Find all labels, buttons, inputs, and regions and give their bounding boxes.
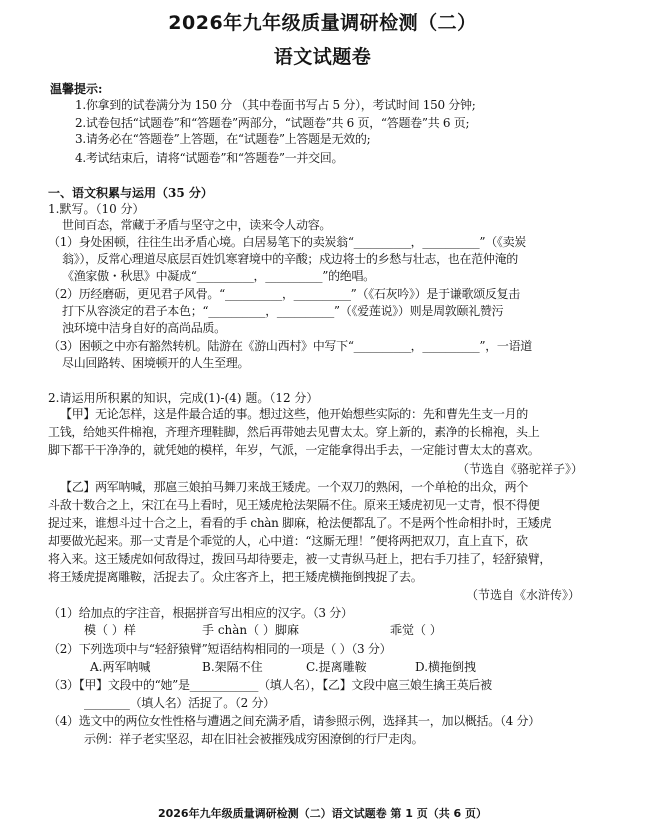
- q1-line: 浊环境中洁身自好的高尚品质。: [62, 321, 226, 335]
- exam-subtitle: 语文试题卷: [273, 46, 372, 68]
- q2-title: 2.请运用所积累的知识，完成(1)-(4) 题。（12 分）: [48, 391, 319, 405]
- passage-line: 将王矮虎提离雕鞍，活捉去了。众庄客齐上，把王矮虎横拖倒拽捉了去。: [48, 570, 423, 584]
- notice-item-3: 3.请务必在“答题卷”上答题，在“试题卷”上答题是无效的;: [75, 132, 371, 146]
- sub2-prompt: （2）下列选项中与“轻舒猿臂”短语结构相同的一项是（ ）（3 分）: [48, 642, 392, 656]
- notice-item-2: 2.试卷包括“试题卷”和“答题卷”两部分，“试题卷”共 6 页，“答题卷”共 6 页;: [75, 116, 470, 130]
- sub1-prompt: （1）给加点的字注音，根据拼音写出相应的汉字。（3 分）: [48, 606, 353, 620]
- q1-line: （1）身处困顿，往往生出矛盾心境。白居易笔下的卖炭翁“__________，__________”（《卖炭: [48, 235, 527, 249]
- passage-line: 将入来。这王矮虎如何敌得过，拨回马却待要走，被一丈青纵马赶上，把右手刀挂了，轻舒猿臂，: [48, 552, 552, 566]
- source-jia: （节选自《骆驼祥子》）: [457, 462, 584, 476]
- passage-line: 脚下都干干净净的，就凭她的模样，年岁，气派，一定能拿得出手去，一定能讨曹太太的喜欢。: [48, 443, 540, 457]
- q1-line: 尽山回路转、困境顿开的人生至理。: [62, 356, 250, 370]
- passage-line: 工钱，给她买件棉袍，齐理齐理鞋脚，然后再带她去见曹太太。穿上新的，素净的长棉袍，头上: [48, 425, 540, 439]
- sub1-item: 手 chàn（ ）脚麻: [202, 623, 299, 637]
- passage-line: 【乙】两军呐喊，那扈三娘拍马舞刀来战王矮虎。一个双刀的熟闲，一个单枪的出众，两个: [60, 480, 529, 494]
- exam-title: 2026年九年级质量调研检测（二）: [168, 12, 477, 34]
- q1-line: （2）历经磨砺，更见君子风骨。“__________，__________”（《石灰吟》）是于谦歌颂反复击: [48, 287, 521, 301]
- q1-title: 1.默写。（10 分）: [48, 202, 145, 216]
- sub2-option: A.两军呐喊: [90, 660, 151, 674]
- notice-item-1: 1.你拿到的试卷满分为 150 分 （其中卷面书写占 5 分），考试时间 150 分钟;: [75, 98, 476, 112]
- passage-line: 斗敌十数合之上，宋江在马上看时，见王矮虎枪法架隔不住。原来王矮虎初见一丈青，恨不得便: [48, 498, 540, 512]
- q1-line: （3）困顿之中亦有豁然转机。陆游在《游山西村》中写下“__________，__________”，一语道: [48, 339, 533, 353]
- q1-intro: 世间百态，常藏于矛盾与坚守之中，读来令人动容。: [62, 218, 332, 232]
- sub3-line: ________（填人名）活捉了。（2 分）: [84, 696, 275, 710]
- passage-line: 却要做光起来。那一丈青是个乖觉的人，心中道：“这厮无理！”便将两把双刀，直上直下，砍: [48, 534, 528, 548]
- passage-line: 【甲】无论怎样，这是件最合适的事。想过这些，他开始想些实际的：先和曹先生支一月的: [60, 407, 529, 421]
- sub2-option: B.架隔不住: [202, 660, 263, 674]
- sub4-line: （4）选文中的两位女性性格与遭遇之间充满矛盾，请参照示例，选择其一，加以概括。（4 分）: [48, 714, 540, 728]
- sub1-item: 模（ ）样: [84, 623, 136, 637]
- sub2-option: C.提离雕鞍: [306, 660, 367, 674]
- sub4-example: 示例：祥子老实坚忍，却在旧社会被摧残成穷困潦倒的行尸走肉。: [84, 732, 424, 746]
- q1-line: 翁》），反常心理道尽底层百姓饥寒窘境中的辛酸；戍边将士的乡愁与壮志，也在范仲淹的: [62, 252, 519, 266]
- q1-line: 《渔家傲・秋思》中凝成“__________，__________”的绝唱。: [62, 269, 375, 283]
- notice-item-4: 4.考试结束后，请将“试题卷”和“答题卷”一并交回。: [75, 151, 344, 165]
- sub2-option: D.横拖倒拽: [415, 660, 477, 674]
- notice-heading: 温馨提示:: [50, 82, 103, 96]
- sub1-item: 乖觉（ ）: [390, 623, 442, 637]
- source-yi: （节选自《水浒传》）: [466, 588, 581, 602]
- passage-line: 捉过来，谁想斗过十合之上，看看的手 chàn 脚麻，枪法便都乱了。不是两个性命相扑时，王矮虎: [48, 516, 552, 530]
- page-footer: 2026年九年级质量调研检测（二）语文试题卷 第 1 页（共 6 页）: [157, 807, 488, 820]
- q1-line: 打下从容淡定的君子本色；“__________，__________”（《爱莲说》）则是周敦颐礼赞污: [62, 304, 504, 318]
- sub3-line: （3）【甲】文段中的“她”是____________（填人名），【乙】文段中扈三娘生擒王英后被: [48, 678, 492, 692]
- section-heading: 一、语文积累与运用（35 分）: [48, 186, 213, 200]
